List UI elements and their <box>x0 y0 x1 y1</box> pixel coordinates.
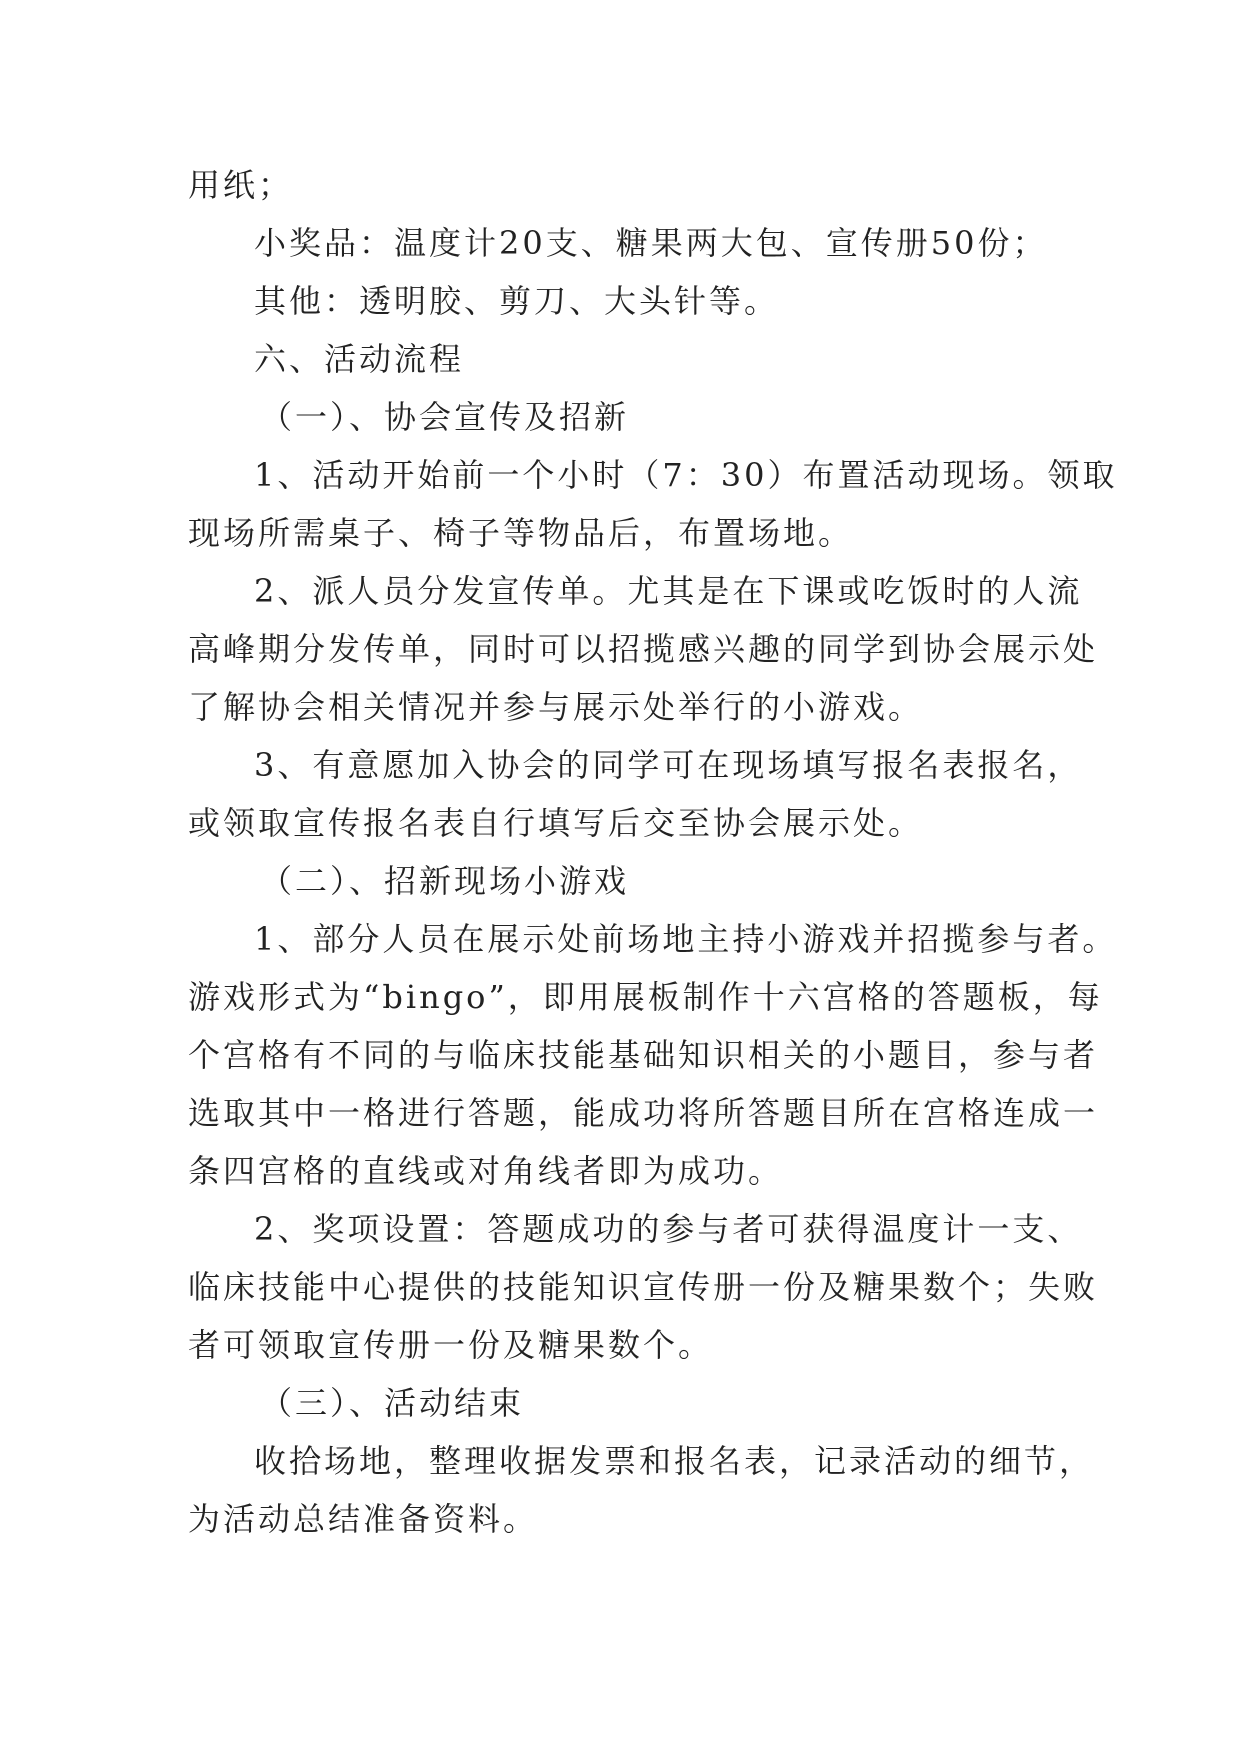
text-line: 或领取宣传报名表自行填写后交至协会展示处。 <box>188 804 924 842</box>
text-line: 条四宫格的直线或对角线者即为成功。 <box>188 1152 784 1190</box>
text-line: 者可领取宣传册一份及糖果数个。 <box>188 1326 714 1364</box>
text-line: 高峰期分发传单，同时可以招揽感兴趣的同学到协会展示处 <box>188 630 1099 668</box>
text-line: 1、活动开始前一个小时（7：30）布置活动现场。领取 <box>254 456 1118 494</box>
text-line: 了解协会相关情况并参与展示处举行的小游戏。 <box>188 688 924 726</box>
text-line: 1、部分人员在展示处前场地主持小游戏并招揽参与者。 <box>254 920 1118 958</box>
text-line: 3、有意愿加入协会的同学可在现场填写报名表报名， <box>254 746 1083 784</box>
subsection-heading: （三）、活动结束 <box>260 1384 525 1422</box>
section-heading: 六、活动流程 <box>254 340 465 378</box>
text-line: 其他：透明胶、剪刀、大头针等。 <box>254 282 780 320</box>
text-line: 选取其中一格进行答题，能成功将所答题目所在宫格连成一 <box>188 1094 1099 1132</box>
subsection-heading: （二）、招新现场小游戏 <box>260 862 630 900</box>
text-line: 游戏形式为“bingo”，即用展板制作十六宫格的答题板，每 <box>188 978 1103 1016</box>
subsection-heading: （一）、协会宣传及招新 <box>260 398 630 436</box>
text-line: 临床技能中心提供的技能知识宣传册一份及糖果数个；失败 <box>188 1268 1099 1306</box>
text-line: 个宫格有不同的与临床技能基础知识相关的小题目，参与者 <box>188 1036 1099 1074</box>
text-line: 小奖品：温度计20支、糖果两大包、宣传册50份； <box>254 224 1048 262</box>
text-line: 收拾场地，整理收据发票和报名表，记录活动的细节， <box>254 1442 1095 1480</box>
text-line: 2、派人员分发宣传单。尤其是在下课或吃饭时的人流 <box>254 572 1083 610</box>
text-line: 2、奖项设置：答题成功的参与者可获得温度计一支、 <box>254 1210 1083 1248</box>
text-line: 为活动总结准备资料。 <box>188 1500 539 1538</box>
document-body <box>188 156 1118 1548</box>
text-line: 现场所需桌子、椅子等物品后，布置场地。 <box>188 514 854 552</box>
text-line: 用纸； <box>188 166 294 204</box>
